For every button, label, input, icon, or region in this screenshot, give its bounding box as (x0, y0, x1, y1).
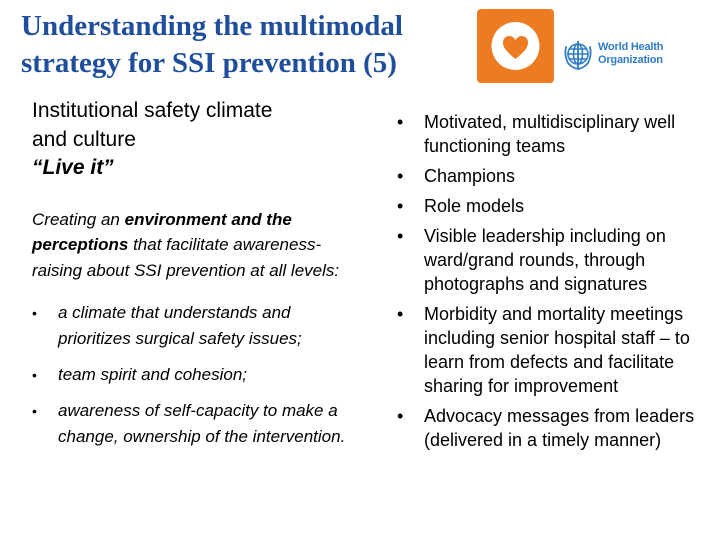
bullet-icon: • (32, 305, 37, 321)
bullet-icon: • (397, 196, 404, 216)
right-column (397, 110, 707, 458)
who-wordmark (598, 41, 663, 66)
right-bullet-list (397, 110, 707, 452)
title-line-1: Understanding the multimodal (21, 10, 403, 42)
heading-line-1: Institutional safety climate (32, 99, 273, 122)
list-item-text: team spirit and cohesion; (58, 365, 247, 384)
bullet-icon: • (397, 226, 404, 246)
title-line-2: strategy for SSI prevention (5) (21, 47, 397, 79)
heading-line-2: and culture (32, 127, 136, 151)
list-item (32, 398, 362, 450)
who-text-line-2: Organization (598, 53, 663, 66)
list-item (397, 194, 707, 218)
intro-text-2: that facilitate awareness-raising about SSI prevention at all levels: (32, 235, 340, 280)
who-text-line-1: World Health (598, 41, 664, 53)
list-item (397, 224, 707, 296)
list-item (32, 300, 362, 352)
left-bullet-list (32, 300, 362, 450)
list-item (397, 404, 707, 452)
who-emblem-icon (561, 38, 595, 72)
list-item-text: Champions (424, 166, 516, 186)
bullet-icon: • (32, 367, 37, 383)
list-item-text: awareness of self-capacity to make a change, ownership of the intervention. (58, 401, 346, 446)
list-item-text: Role models (424, 196, 525, 216)
heart-logo-icon (477, 9, 554, 83)
heading-quote: “Live it” (32, 156, 114, 179)
bullet-icon: • (397, 304, 404, 324)
list-item (397, 302, 707, 398)
intro-paragraph (32, 207, 362, 284)
slide-title (21, 8, 461, 82)
list-item (32, 362, 362, 388)
list-item-text: Advocacy messages from leaders (delivered in a timely manner) (424, 406, 695, 450)
left-column (32, 97, 362, 460)
heart-logo (477, 9, 554, 83)
list-item-text: Motivated, multidisciplinary well functioning teams (424, 112, 676, 156)
bullet-icon: • (397, 166, 404, 186)
intro-text-1: Creating an (32, 209, 125, 229)
list-item-text: a climate that understands and prioritizes surgical safety issues; (58, 303, 302, 348)
list-item-text: Visible leadership including on ward/grand rounds, through photographs and signatures (424, 226, 666, 294)
who-logo (561, 38, 679, 72)
intro-bold-text: environment and the perceptions (32, 209, 292, 254)
bullet-icon: • (397, 406, 404, 426)
section-heading (32, 97, 362, 183)
bullet-icon: • (32, 403, 37, 419)
list-item-text: Morbidity and mortality meetings including senior hospital staff – to learn from defects and facilitate sharing for improvement (424, 304, 690, 396)
list-item (397, 110, 707, 158)
bullet-icon: • (397, 112, 404, 132)
list-item (397, 164, 707, 188)
